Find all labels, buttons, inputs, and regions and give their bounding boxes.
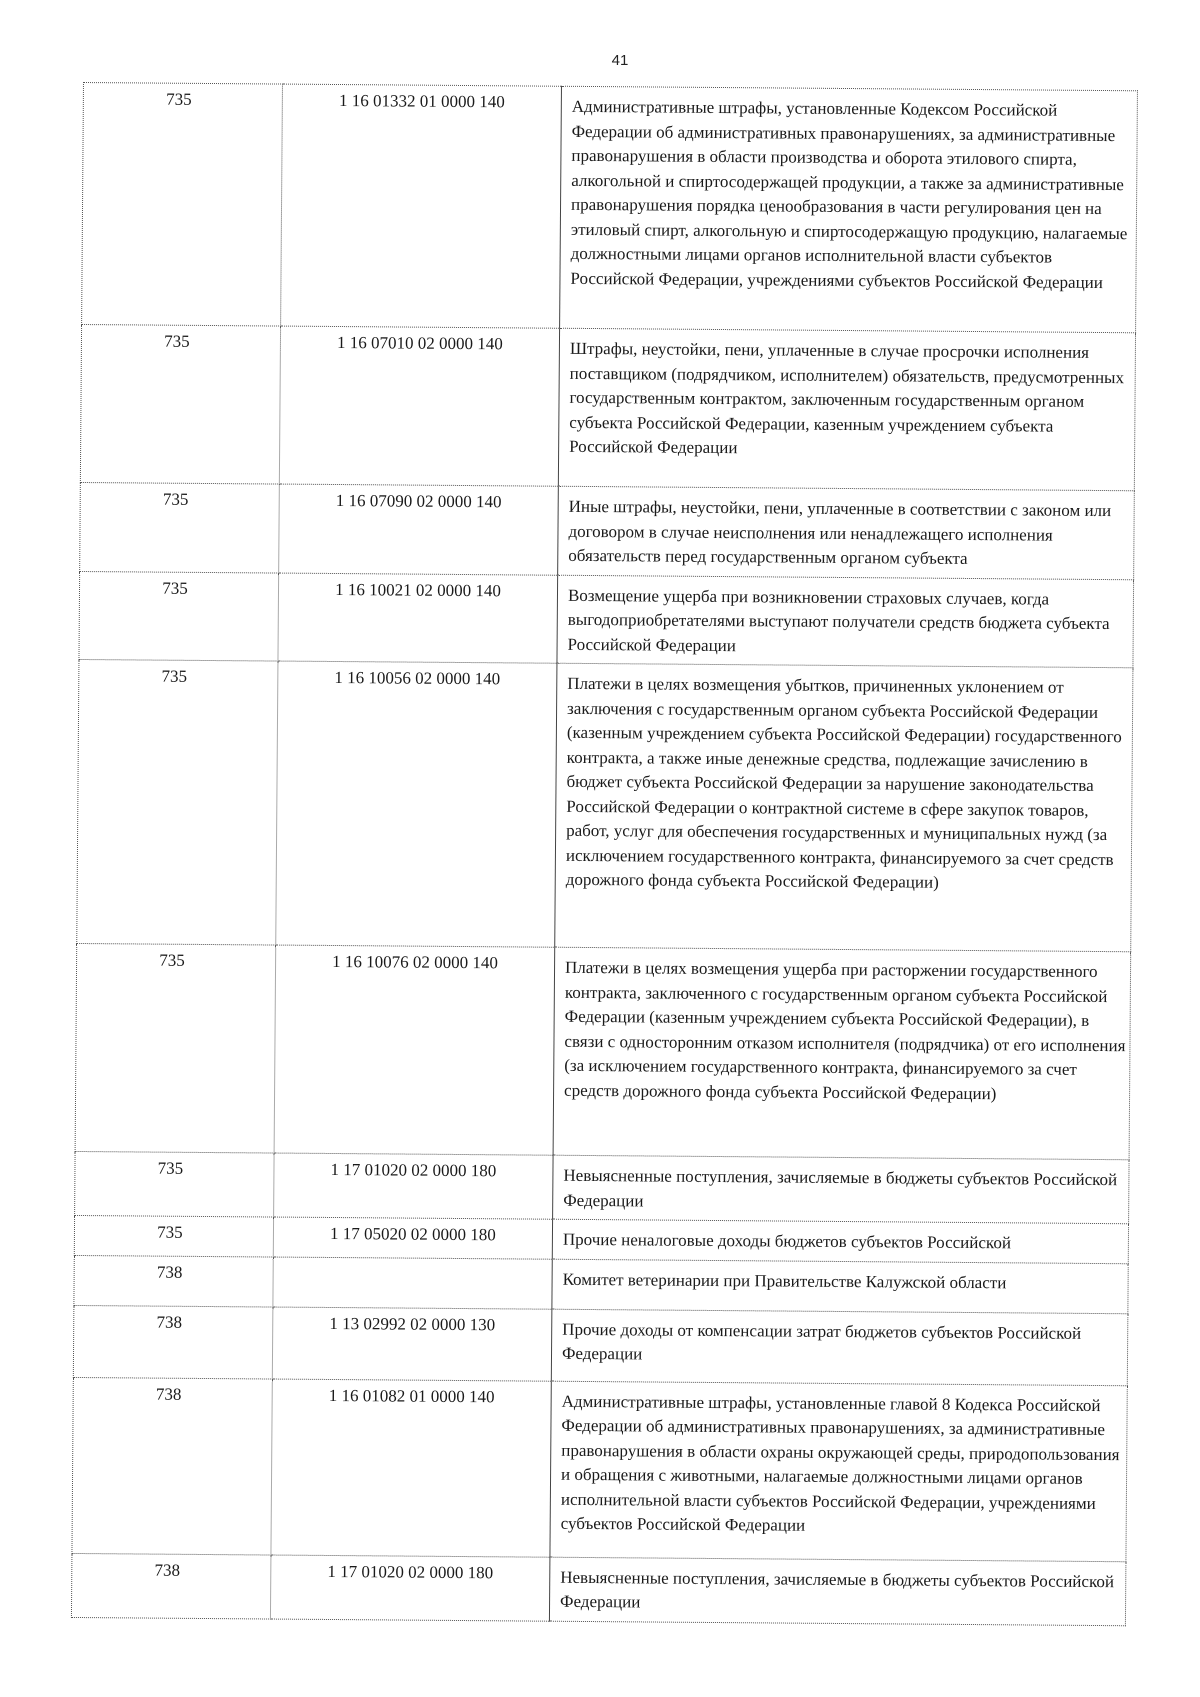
revenue-codes-table: [71, 82, 1138, 1626]
admin-code-cell: 735: [77, 659, 278, 945]
table-row: [75, 943, 1131, 1159]
revenue-code-cell: [273, 1257, 552, 1309]
description-cell: Комитет ветеринарии при Правительстве Калужской области: [552, 1259, 1128, 1314]
revenue-code-cell: 1 17 01020 02 0000 180: [270, 1555, 549, 1621]
revenue-code-cell: 1 16 07010 02 0000 140: [279, 326, 559, 486]
description-cell: Иные штрафы, неустойки, пени, уплаченные в соответствии с законом или договором в случае неисполнения или ненадлежащего исполнения обязательств перед государственным органом субъекта: [558, 486, 1135, 579]
admin-code-cell: 735: [80, 482, 280, 572]
revenue-code-cell: 1 16 01082 01 0000 140: [271, 1379, 551, 1557]
description-cell: Невыясненные поступления, зачисляемые в бюджеты субъектов Российской Федерации: [553, 1155, 1129, 1224]
table-row: [82, 83, 1138, 333]
revenue-code-cell: 1 16 10076 02 0000 140: [274, 945, 555, 1155]
description-cell: Административные штрафы, установленные главой 8 Кодекса Российской Федерации об административных правонарушениях, за административные правонарушения в области охраны окружающей среды, природопользования и обращения с животными, налагаемые должностными лицами органов исполнительной власти субъектов Российской Федерации, учреждениями субъектов Российской Федерации: [550, 1381, 1127, 1562]
table-row: [77, 659, 1133, 951]
revenue-code-cell: 1 16 10056 02 0000 140: [276, 661, 557, 947]
description-cell: Возмещение ущерба при возникновении страховых случаев, когда выгодоприобретателями выступают получатели средств бюджета субъекта Российской Федерации: [557, 575, 1134, 668]
description-cell: Прочие доходы от компенсации затрат бюджетов субъектов Российской Федерации: [551, 1309, 1128, 1386]
admin-code-cell: 738: [73, 1305, 273, 1379]
description-cell: Административные штрафы, установленные Кодексом Российской Федерации об административных правонарушениях, за административные правонарушения в области производства и оборота этилового спирта, алкогольной и спиртосодержащей продукции, а также за административные правонарушения порядка ценообразования в части регулирования цен на этиловый спирт, алкогольную и спиртосодержащую продукцию, налагаемые должностными лицами органов исполнительной власти субъектов Российской Федерации, учреждениями субъектов Российской Федерации: [560, 86, 1138, 333]
table-row: [75, 1151, 1129, 1223]
table-row: [80, 482, 1135, 579]
table-row: [72, 1377, 1127, 1561]
admin-code-cell: 735: [79, 571, 279, 661]
revenue-code-cell: 1 16 01332 01 0000 140: [281, 84, 562, 328]
table-row: [73, 1305, 1128, 1385]
admin-code-cell: 738: [72, 1377, 272, 1555]
admin-code-cell: 738: [71, 1553, 270, 1619]
admin-code-cell: 738: [74, 1255, 273, 1307]
revenue-code-cell: 1 16 10021 02 0000 140: [278, 573, 558, 664]
page-number: 41: [611, 52, 629, 69]
revenue-code-cell: 1 13 02992 02 0000 130: [272, 1307, 552, 1381]
admin-code-cell: 735: [82, 83, 283, 327]
description-cell: Платежи в целях возмещения ущерба при расторжении государственного контракта, заключенного с государственным органом субъекта Российской Федерации (казенным учреждением субъекта Российской Федерации), в связи с односторонним отказом исполнителя (подрядчика) от его исполнения (за исключением государственного контракта, финансируемого за счет средств дорожного фонда субъекта Российской Федерации): [553, 947, 1131, 1160]
admin-code-cell: 735: [80, 324, 280, 484]
admin-code-cell: 735: [74, 1215, 273, 1256]
admin-code-cell: 735: [75, 943, 276, 1153]
revenue-code-cell: 1 17 05020 02 0000 180: [273, 1217, 552, 1259]
revenue-code-cell: 1 17 01020 02 0000 180: [274, 1153, 553, 1219]
table-row: [80, 324, 1135, 490]
admin-code-cell: 735: [75, 1151, 274, 1217]
description-cell: Штрафы, неустойки, пени, уплаченные в случае просрочки исполнения поставщиком (подрядчиком, исполнителем) обязательств, предусмотренных государственным контрактом, заключенным государственным органом субъекта Российской Федерации, казенным учреждением субъекта Российской Федерации: [558, 328, 1135, 491]
table-row: [71, 1553, 1125, 1625]
table-row: [79, 571, 1134, 668]
description-cell: Платежи в целях возмещения убытков, причиненных уклонением от заключения с государственным органом субъекта Российской Федерации (казенным учреждением субъекта Российской Федерации) государственного контракта, а также иные денежные средства, подлежащие зачислению в бюджет субъекта Российской Федерации за нарушение законодательства Российской Федерации о контрактной системе в сфере закупок товаров, работ, услуг для обеспечения государственных и муниципальных нужд (за исключением государственного контракта, финансируемого за счет средств дорожного фонда субъекта Российской Федерации): [555, 663, 1133, 952]
description-cell: Невыясненные поступления, зачисляемые в бюджеты субъектов Российской Федерации: [549, 1557, 1125, 1626]
table-row: [74, 1255, 1128, 1313]
revenue-code-cell: 1 16 07090 02 0000 140: [279, 484, 559, 575]
description-cell: Прочие неналоговые доходы бюджетов субъектов Российской: [552, 1219, 1128, 1263]
